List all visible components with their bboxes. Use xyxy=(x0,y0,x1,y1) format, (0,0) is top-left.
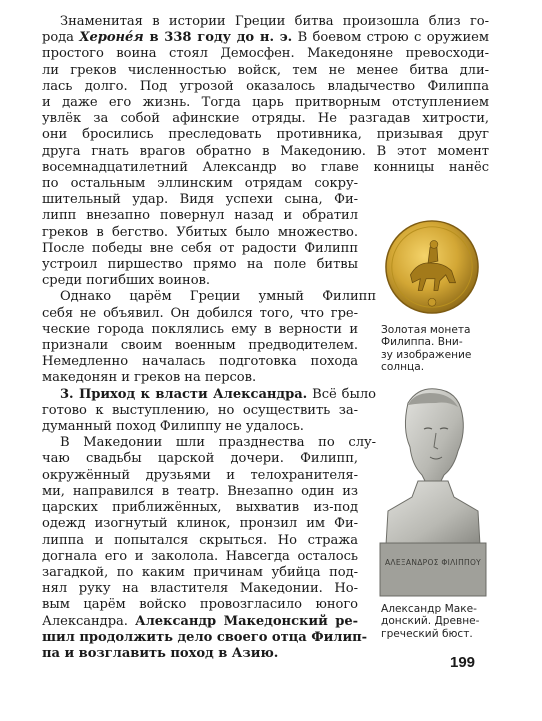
date-highlight: в 338 году до н. э. xyxy=(143,30,293,46)
text-line: ми, направился в театр. Внезапно один из xyxy=(42,483,358,499)
text-line: В Македонии шли празднества по слу- xyxy=(60,435,376,451)
text-line: себя не объявил. Он добился того, что гре- xyxy=(42,305,358,321)
text-line xyxy=(42,614,358,630)
text-line: думанный поход Филиппу не удалось. xyxy=(42,419,304,435)
text-line: готово к выступлению, но осуществить за- xyxy=(42,402,358,418)
text-line: ческие города поклялись ему в верности и xyxy=(42,321,358,337)
text-line: чаю свадьбы царской дочери. Филипп, xyxy=(42,451,358,467)
place-name-chaeronea: Херонéя xyxy=(79,30,144,46)
text-span: Александра. xyxy=(42,613,135,629)
key-conclusion: шил продолжить дело своего отца Филип- xyxy=(42,629,368,645)
bust-caption xyxy=(381,603,480,640)
caption-line: греческий бюст. xyxy=(381,627,473,640)
text-line: шительный удар. Видя успехи сына, Фи- xyxy=(42,192,358,208)
text-line: они бросились преследовать противника, призывая друг xyxy=(42,127,489,143)
text-line: вым царём войско провозгласило юного xyxy=(42,597,358,613)
key-conclusion: па и возглавить поход в Азию. xyxy=(42,645,279,661)
text-line: царских приближённых, выхватив из-под xyxy=(42,500,358,516)
text-line: устроил пиршество прямо на поле битвы xyxy=(42,257,358,273)
text-line: ли греков численностью войск, тем не менее битва дли- xyxy=(42,62,489,78)
text-line: восемнадцатилетний Александр во главе конницы нанёс xyxy=(42,159,489,175)
bust-inscription: ΑΛΕΞΑΝΔΡΟΣ ΦΙΛΙΠΠΟΥ xyxy=(384,558,482,567)
text-line: среди погибших воинов. xyxy=(42,273,210,289)
text-line: увлёк за собой афинские отряды. Не разгадав хитрости, xyxy=(42,111,489,127)
alexander-bust-image xyxy=(378,385,488,598)
text-span: рода xyxy=(42,30,80,46)
key-conclusion: Александр Македонский ре- xyxy=(134,613,358,629)
text-line: липп внезапно повернул назад и обратил xyxy=(42,208,358,224)
text-line: загадкой, по каким причинам убийца под- xyxy=(42,564,358,580)
text-line: лась долго. Под угрозой оказалось владычество Филиппа xyxy=(42,78,489,94)
page-number: 199 xyxy=(450,654,476,671)
text-line: одежд изогнутый клинок, пронзил им Фи- xyxy=(42,516,358,532)
section-heading: 3. Приход к власти Александра. xyxy=(60,386,308,402)
text-span: Всё было xyxy=(307,386,376,402)
caption-line: солнца. xyxy=(381,361,425,374)
text-line: македонян и греков на персов. xyxy=(42,370,257,386)
text-span: В боевом строю с оружием xyxy=(292,30,490,46)
text-line: греков в бегство. Убитых было множество. xyxy=(42,224,358,240)
text-line: догнала его и заколола. Навсегда осталось xyxy=(42,548,358,564)
caption-line: зу изображение xyxy=(381,348,472,361)
text-line: Немедленно началась подготовка похода xyxy=(42,354,358,370)
text-line: липпа и попытался скрыться. Но стража xyxy=(42,532,358,548)
text-line: друга гнать врагов обратно в Македонию. В этот момент xyxy=(42,143,489,159)
coin-caption xyxy=(381,324,471,374)
caption-line: Золотая монета xyxy=(381,324,471,336)
text-line: После победы вне себя от радости Филипп xyxy=(42,240,358,256)
caption-line: Александр Маке- xyxy=(381,603,477,615)
text-line xyxy=(42,30,489,46)
caption-line: донский. Древне- xyxy=(381,615,480,628)
text-line: Однако царём Греции умный Филипп xyxy=(60,289,376,305)
caption-line: Филиппа. Вни- xyxy=(381,336,463,349)
text-line xyxy=(42,387,376,403)
gold-coin-image xyxy=(383,218,481,316)
text-line: простого воина стоял Демосфен. Македоняне превосходи- xyxy=(42,46,489,62)
text-line: окружённый друзьями и телохранителя- xyxy=(42,467,358,483)
text-line: и даже его жизнь. Тогда царь притворным отступлением xyxy=(42,95,489,111)
text-line: признали своим военным предводителем. xyxy=(42,338,358,354)
text-line: Знаменитая в истории Греции битва произошла близ го- xyxy=(60,14,489,29)
text-line: нял руку на властителя Македонии. Но- xyxy=(42,581,358,597)
text-line: по остальным эллинским отрядам сокру- xyxy=(42,176,358,192)
